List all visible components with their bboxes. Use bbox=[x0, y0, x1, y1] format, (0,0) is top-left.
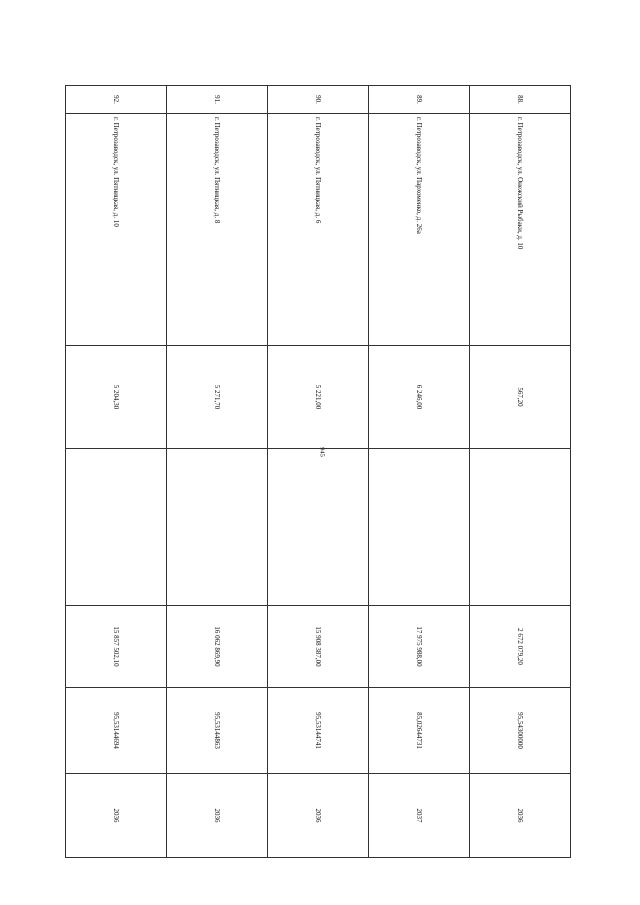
row-year: 2036 bbox=[470, 774, 571, 858]
row-year: 2036 bbox=[268, 774, 369, 858]
row-number: 88. bbox=[470, 86, 571, 114]
row-number: 91. bbox=[167, 86, 268, 114]
row-address: г. Петрозаводск, ул. Онежский Рыбаки, д. 10 bbox=[470, 114, 571, 346]
row-address: г. Петрозаводск, ул. Пархоменко, д. 26а bbox=[369, 114, 470, 346]
row-number: 89. bbox=[369, 86, 470, 114]
row-unit-price: 95,53144741 bbox=[268, 688, 369, 774]
row-year: 2037 bbox=[369, 774, 470, 858]
row-work-description bbox=[470, 449, 571, 606]
row-number: 90. bbox=[268, 86, 369, 114]
row-work-description bbox=[167, 449, 268, 606]
row-unit-price: 95,54300000 bbox=[470, 688, 571, 774]
row-total-cost: 15 908 387,00 bbox=[268, 606, 369, 688]
row-total-cost: 2 672 079,20 bbox=[470, 606, 571, 688]
table-row bbox=[167, 86, 268, 858]
row-area: 567,20 bbox=[470, 346, 571, 449]
table-row bbox=[268, 86, 369, 858]
row-unit-price: 85,02644731 bbox=[369, 688, 470, 774]
row-year: 2036 bbox=[167, 774, 268, 858]
row-area: 5 204,30 bbox=[66, 346, 167, 449]
row-work-description bbox=[369, 449, 470, 606]
row-total-cost: 17 975 988,00 bbox=[369, 606, 470, 688]
row-address: г. Петрозаводск, ул. Пятницкая, д. 8 bbox=[167, 114, 268, 346]
row-area: 5 221,00 bbox=[268, 346, 369, 449]
row-work-description bbox=[268, 449, 369, 606]
table-row bbox=[369, 86, 470, 858]
works-table-grid bbox=[65, 85, 571, 858]
table-row bbox=[66, 86, 167, 858]
row-address: г. Петрозаводск, ул. Пятницкая, д. 10 bbox=[66, 114, 167, 346]
page-number: 945 bbox=[318, 447, 326, 457]
row-area: 6 246,00 bbox=[369, 346, 470, 449]
row-area: 5 271,70 bbox=[167, 346, 268, 449]
row-number: 92. bbox=[66, 86, 167, 114]
row-total-cost: 16 062 869,90 bbox=[167, 606, 268, 688]
row-work-description bbox=[66, 449, 167, 606]
rotated-page-area bbox=[65, 85, 571, 857]
row-total-cost: 15 857 502,10 bbox=[66, 606, 167, 688]
row-unit-price: 95,53144863 bbox=[167, 688, 268, 774]
row-address: г. Петрозаводск, ул. Пятницкая, д. 6 bbox=[268, 114, 369, 346]
row-unit-price: 95,53144694 bbox=[66, 688, 167, 774]
works-table bbox=[65, 85, 571, 857]
table-row bbox=[470, 86, 571, 858]
row-year: 2036 bbox=[66, 774, 167, 858]
